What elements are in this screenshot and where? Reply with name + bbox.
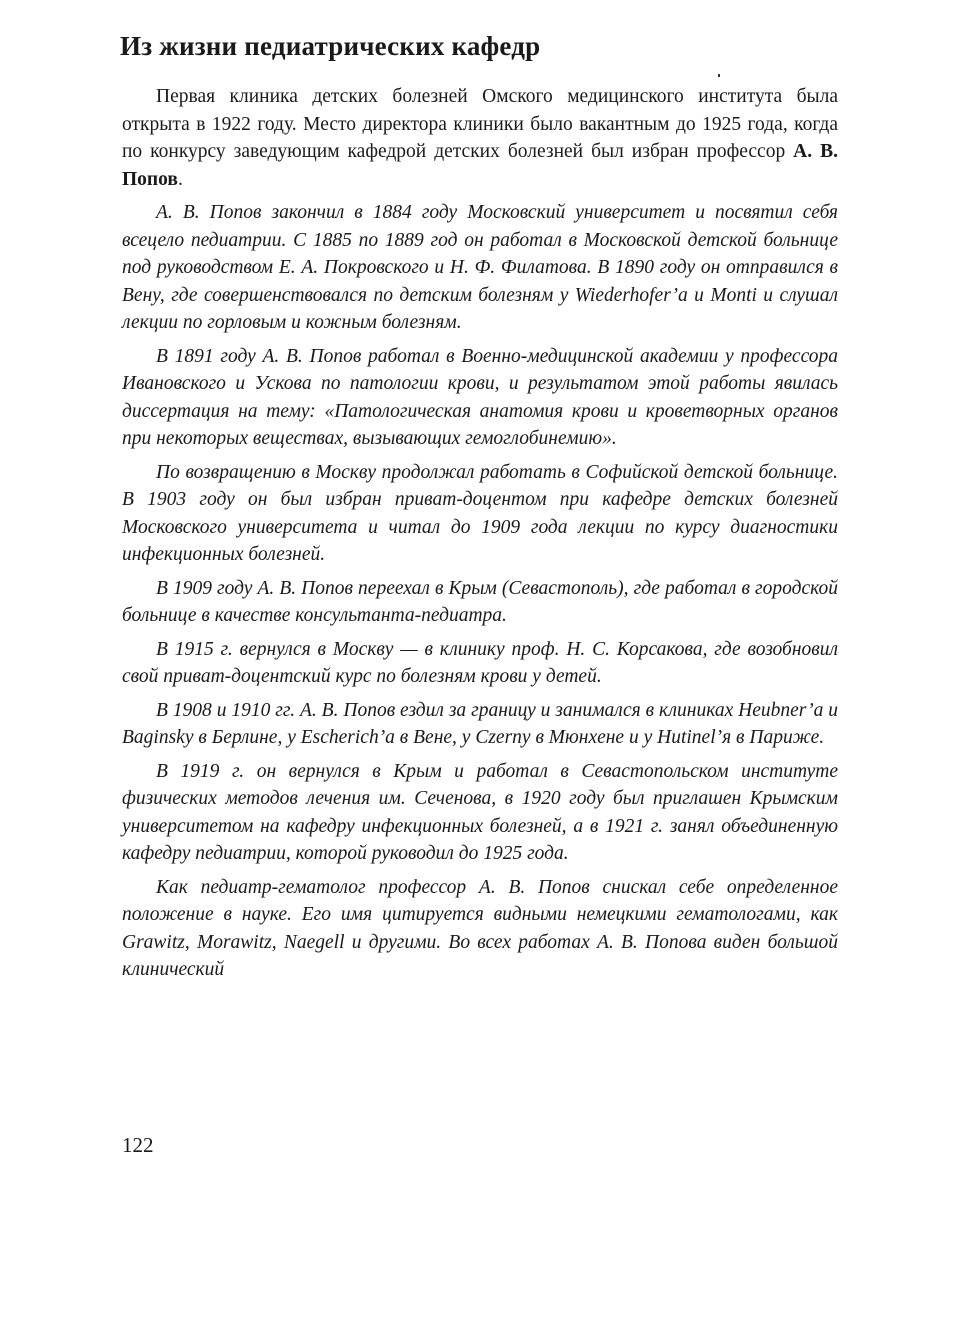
- section-heading: Из жизни педиатрических кафедр: [120, 31, 541, 61]
- paragraph-4: По возвращению в Москву продолжал работать в Софийской детской больнице. В 1903 году он был избран приват-доцентом при кафедре детских болезней Московского университета и читал до 1909 года лекции по курсу диагностики инфекционных болезней.: [122, 461, 838, 565]
- paragraph-8: В 1919 г. он вернулся в Крым и работал в Севастопольском институте физических методов лечения им. Сеченова, в 1920 году был приглашен Крымским университетом на кафедру инфекционных болезней, а в 1921 г. занял объединенную кафедру педиатрии, которой руководил до 1925 года.: [122, 760, 838, 864]
- paragraph-1-text: Первая клиника детских болезней Омского медицинского института была открыта в 1922 году. Место директора клиники было вакантным до 1925 года, когда по конкурсу заведующим кафедрой детских болезней был избран профессор: [122, 86, 838, 162]
- page-number: 122: [122, 1133, 154, 1157]
- paragraph-1-bold-name: А. В. Попов: [122, 141, 838, 190]
- paragraph-5: В 1909 году А. В. Попов переехал в Крым (Севастополь), где работал в городской больнице в качестве консультанта-педиатра.: [122, 577, 838, 626]
- paragraph-6: В 1915 г. вернулся в Москву — в клинику проф. Н. С. Корсакова, где возобновил свой приват-доцентский курс по болезням крови у детей.: [122, 638, 838, 687]
- paragraph-9: Как педиатр-гематолог профессор А. В. Попов снискал себе определенное положение в науке. Его имя цитируется видными немецкими гематологами, как Grawitz, Morawitz, Naegell и другими. Во всех работах А. В. Попова виден большой клинический: [122, 876, 838, 980]
- paragraph-1: [122, 83, 838, 193]
- paragraph-7: В 1908 и 1910 гг. А. В. Попов ездил за границу и занимался в клиниках Heubner’а и Baginsky в Берлине, у Escherich’а в Вене, у Czerny в Мюнхене и у Hutinel’я в Париже.: [122, 699, 838, 748]
- paragraph-2: А. В. Попов закончил в 1884 году Московский университет и посвятил себя всецело педиатрии. С 1885 по 1889 год он работал в Московской детской больнице под руководством Е. А. Покровского и Н. Ф. Филатова. В 1890 году он отправился в Вену, где совершенствовался по детским болезням у Wiederhofer’а и Monti и слушал лекции по горловым и кожным болезням.: [122, 202, 838, 333]
- paragraph-3: В 1891 году А. В. Попов работал в Военно-медицинской академии у профессора Ивановского и Ускова по патологии крови, и результатом этой работы явилась диссертация на тему: «Патологическая анатомия крови и кроветворных органов при некоторых веществах, вызывающих гемоглобинемию».: [122, 345, 838, 449]
- body-text: [122, 83, 838, 990]
- paragraph-1-tail: .: [177, 168, 183, 190]
- print-speck: [718, 74, 720, 77]
